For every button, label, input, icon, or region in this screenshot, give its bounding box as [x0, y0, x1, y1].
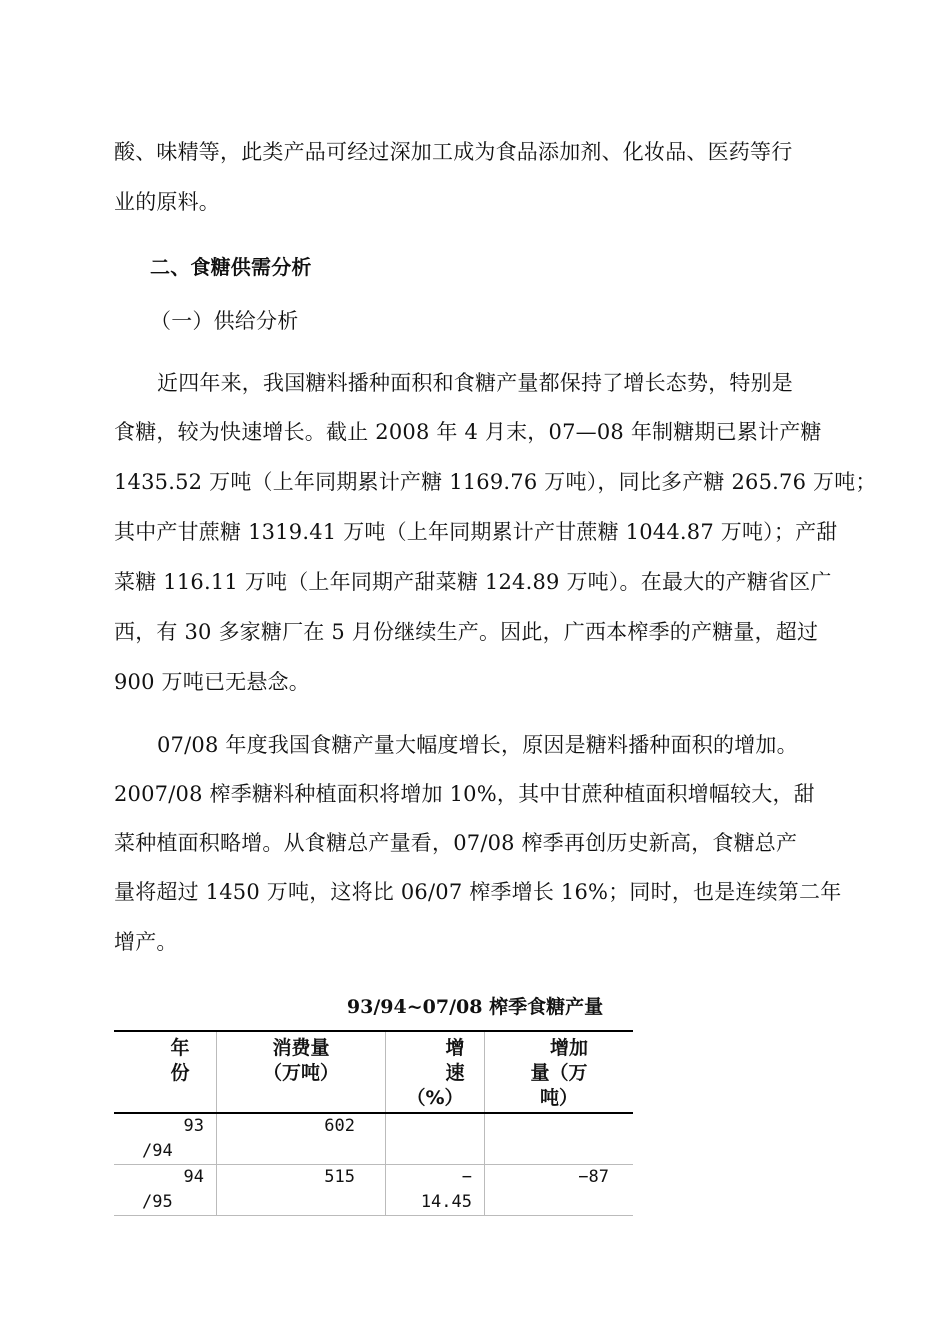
cell-increase [485, 1113, 634, 1165]
header-text: 增 [445, 1037, 465, 1059]
header-year [114, 1031, 217, 1113]
cell-text: 602 [324, 1116, 355, 1136]
cell-text: /95 [142, 1192, 173, 1212]
paragraph-line: 业的原料。 [114, 190, 220, 214]
cell-year [114, 1113, 217, 1165]
table-header-row [114, 1031, 633, 1113]
subsection-heading: （一）供给分析 [150, 309, 299, 333]
sugar-production-table [114, 1030, 633, 1216]
paragraph-line: 07/08 年度我国食糖产量大幅度增长，原因是糖料播种面积的增加。 [157, 733, 798, 757]
paragraph-line: 2007/08 榨季糖料种植面积将增加 10%，其中甘蔗种植面积增幅较大，甜 [114, 782, 815, 806]
header-text: 份 [170, 1062, 190, 1084]
paragraph-line: 1435.52 万吨（上年同期累计产糖 1169.76 万吨），同比多产糖 265.76 万吨； [114, 470, 877, 494]
table-row [114, 1165, 633, 1216]
paragraph-line: 近四年来，我国糖料播种面积和食糖产量都保持了增长态势，特别是 [157, 371, 793, 395]
header-text: （%） [406, 1087, 464, 1109]
cell-text: 93 [183, 1116, 204, 1136]
header-text: （万吨） [262, 1062, 339, 1084]
paragraph-line: 食糖，较为快速增长。截止 2008 年 4 月末，07—08 年制糖期已累计产糖 [114, 420, 822, 444]
table-row [114, 1113, 633, 1165]
section-heading: 二、食糖供需分析 [150, 255, 312, 279]
paragraph-line: 量将超过 1450 万吨，这将比 06/07 榨季增长 16%；同时，也是连续第二年 [114, 880, 842, 904]
cell-year [114, 1165, 217, 1216]
paragraph-line: 菜糖 116.11 万吨（上年同期产甜菜糖 124.89 万吨）。在最大的产糖省区广 [114, 570, 832, 594]
header-increase [485, 1031, 634, 1113]
cell-consumption [217, 1113, 386, 1165]
header-growth [386, 1031, 485, 1113]
paragraph-line: 菜种植面积略增。从食糖总产量看，07/08 榨季再创历史新高，食糖总产 [114, 831, 798, 855]
paragraph-line: 其中产甘蔗糖 1319.41 万吨（上年同期累计产甘蔗糖 1044.87 万吨）；产甜 [114, 520, 838, 544]
cell-text: 515 [324, 1167, 355, 1187]
paragraph-line: 900 万吨已无悬念。 [114, 670, 310, 694]
cell-text: −87 [578, 1167, 609, 1187]
header-text: 速 [445, 1062, 465, 1084]
paragraph-line: 西，有 30 多家糖厂在 5 月份继续生产。因此，广西本榨季的产糖量，超过 [114, 620, 819, 644]
header-text: 吨） [539, 1087, 578, 1109]
cell-text: − [461, 1167, 472, 1187]
table-title: 93/94~07/08 榨季食糖产量 [346, 996, 604, 1018]
cell-text: 14.45 [420, 1192, 472, 1212]
cell-text: /94 [142, 1141, 173, 1161]
paragraph-line: 增产。 [114, 930, 178, 954]
header-consumption [217, 1031, 386, 1113]
cell-consumption [217, 1165, 386, 1216]
header-text: 量（万 [530, 1062, 588, 1084]
header-text: 消费量 [272, 1037, 330, 1059]
cell-growth [386, 1165, 485, 1216]
cell-growth [386, 1113, 485, 1165]
header-text: 增加 [549, 1037, 588, 1059]
cell-text: 94 [183, 1167, 204, 1187]
paragraph-line: 酸、味精等，此类产品可经过深加工成为食品添加剂、化妆品、医药等行 [114, 140, 793, 164]
header-text: 年 [170, 1037, 190, 1059]
cell-increase [485, 1165, 634, 1216]
